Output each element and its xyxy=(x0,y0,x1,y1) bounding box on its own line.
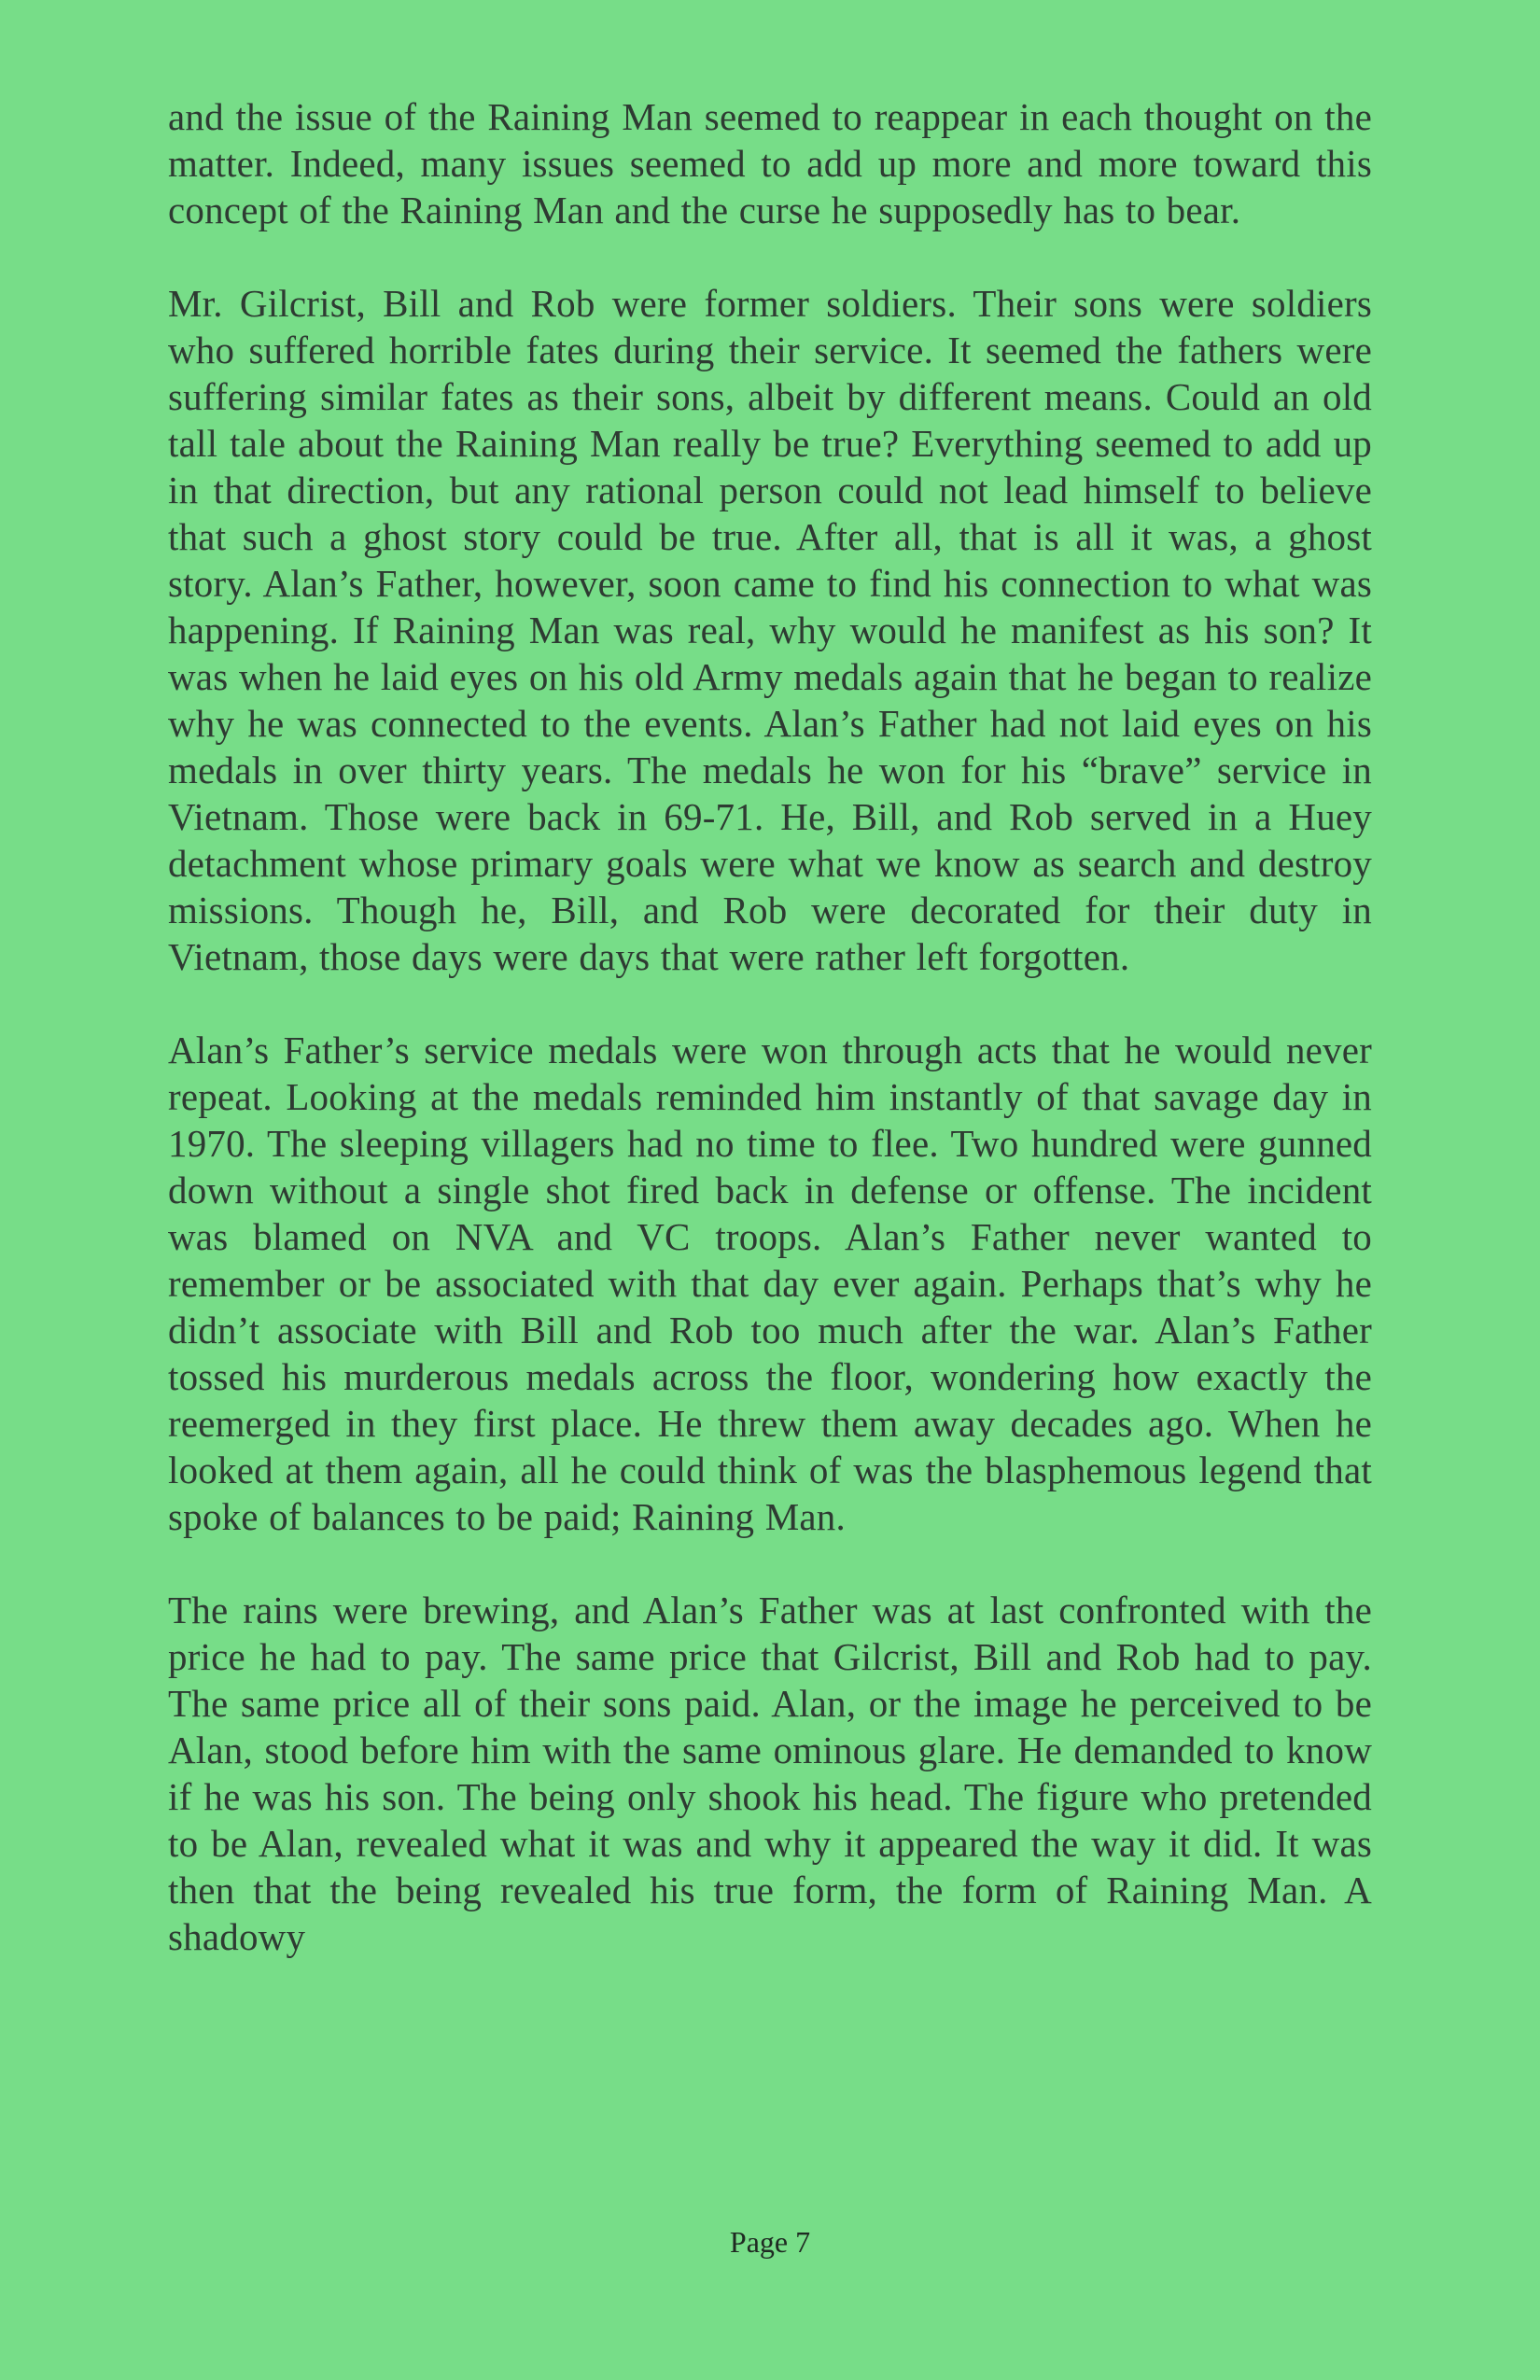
paragraph-1: and the issue of the Raining Man seemed to reappear in each thought on the matter. Indeed, many issues seemed to add up more and more toward this concept of the Raining Man and the curse he supposedly has to bear. xyxy=(168,95,1372,231)
page-number: Page 7 xyxy=(729,2225,811,2259)
page-body xyxy=(168,93,1372,1960)
paragraph-3: Alan’s Father’s service medals were won through acts that he would never repeat. Looking at the medals reminded him instantly of that savage day in 1970. The sleeping villagers had no time to flee. Two hundred were gunned down without a single shot fired back in defense or offense. The incident was blamed on NVA and VC troops. Alan’s Father never wanted to remember or be associated with that day ever again. Perhaps that’s why he didn’t associate with Bill and Rob too much after the war. Alan’s Father tossed his murderous medals across the floor, wondering how exactly the reemerged in they first place. He threw them away decades ago. When he looked at them again, all he could think of was the blasphemous legend that spoke of balances to be paid; Raining Man. xyxy=(168,1029,1372,1538)
paragraph-4: The rains were brewing, and Alan’s Father was at last confronted with the price he had to pay. The same price that Gilcrist, Bill and Rob had to pay. The same price all of their sons paid. Alan, or the image he perceived to be Alan, stood before him with the same ominous glare. He demanded to know if he was his son. The being only shook his head. The figure who pretended to be Alan, revealed what it was and why it appeared the way it did. It was then that the being revealed his true form, the form of Raining Man. A shadowy xyxy=(168,1589,1372,1958)
paragraph-2: Mr. Gilcrist, Bill and Rob were former soldiers. Their sons were soldiers who suffered horrible fates during their service. It seemed the fathers were suffering similar fates as their sons, albeit by different means. Could an old tall tale about the Raining Man really be true? Everything seemed to add up in that direction, but any rational person could not lead himself to believe that such a ghost story could be true. After all, that is all it was, a ghost story. Alan’s Father, however, soon came to find his connection to what was happening. If Raining Man was real, why would he manifest as his son? It was when he laid eyes on his old Army medals again that he began to realize why he was connected to the events. Alan’s Father had not laid eyes on his medals in over thirty years. The medals he won for his “brave” service in Vietnam. Those were back in 69-71. He, Bill, and Rob served in a Huey detachment whose primary goals were what we know as search and destroy missions. Though he, Bill, and Rob were decorated for their duty in Vietnam, those days were days that were rather left forgotten. xyxy=(168,282,1372,978)
